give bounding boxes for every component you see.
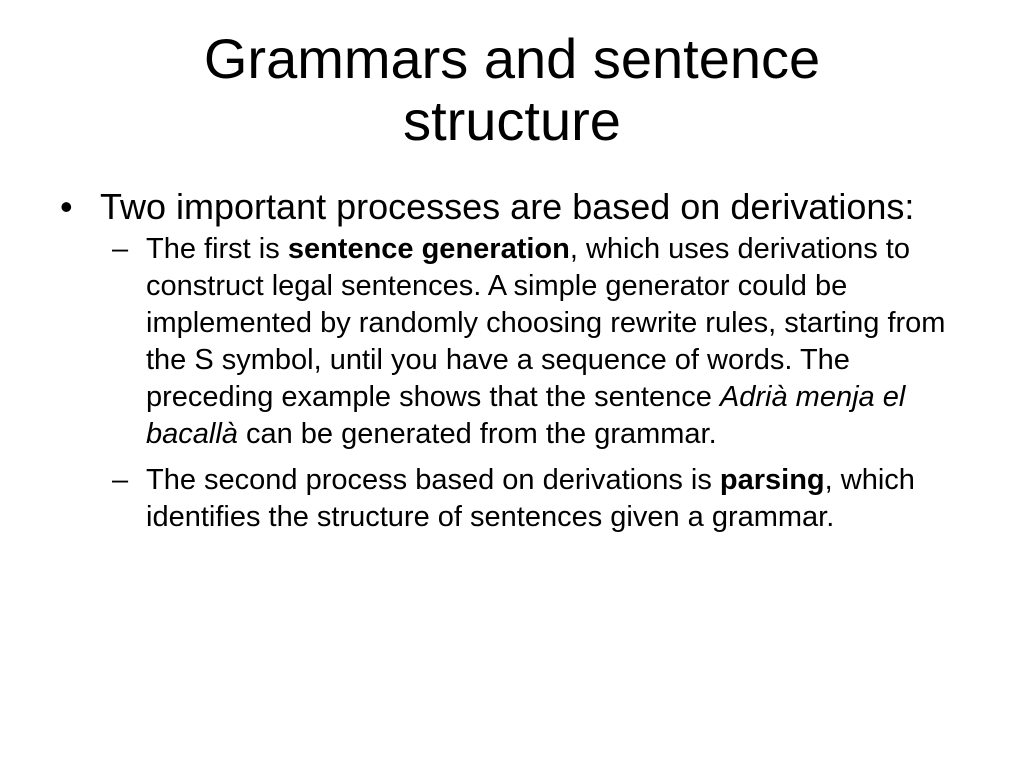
slide-title: [60, 28, 964, 152]
bullet-point-1: [60, 188, 970, 225]
bullet-point-1-text: Two important processes are based on derivations:: [100, 186, 915, 227]
term-parsing: parsing: [719, 464, 825, 496]
sub-bullet-2-post: , which identifies the structure of sentences given a grammar.: [146, 464, 915, 533]
slide-title-line-2: structure: [403, 89, 621, 152]
term-sentence-generation: sentence generation: [287, 233, 570, 265]
sub-bullet-2-pre: The second process based on derivations is: [146, 464, 720, 496]
dash-symbol: –: [112, 233, 129, 265]
sub-bullet-1-pre: The first is: [146, 233, 288, 265]
slide-title-line-1: Grammars and sentence: [203, 27, 821, 90]
sub-bullet-list: [60, 231, 970, 536]
sub-bullet-1-post: can be generated from the grammar.: [237, 418, 717, 450]
sub-bullet-2: [60, 462, 970, 536]
dash-symbol: –: [112, 464, 129, 496]
example-sentence: Adrià menja el bacallà: [146, 381, 906, 450]
bullet-symbol: •: [60, 186, 73, 227]
slide-body: [60, 188, 970, 545]
sub-bullet-1-mid: , which uses derivations to construct legal sentences. A simple generator could be implemented by randomly choosing rewrite rules, starting from the S symbol, until you have a sequence of words. The preceding example shows that the sentence: [146, 233, 946, 413]
sub-bullet-1: [60, 231, 970, 453]
